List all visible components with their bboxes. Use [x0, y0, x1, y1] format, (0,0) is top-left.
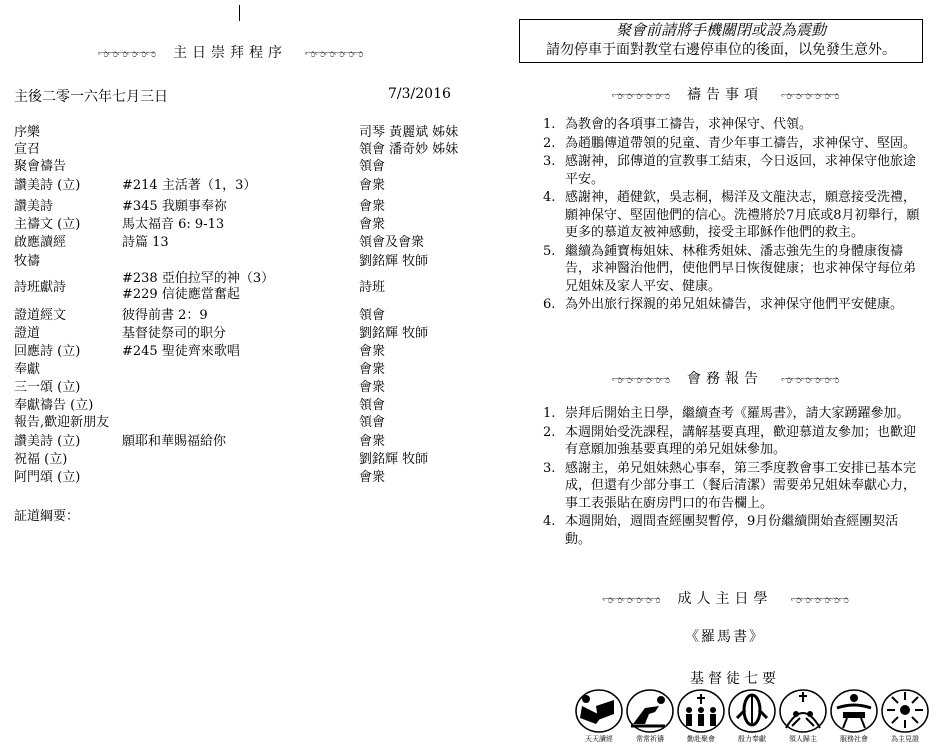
- order-row: [14, 414, 454, 432]
- offering-icon: [727, 688, 777, 734]
- order-item: 啟應讀經: [14, 235, 67, 250]
- order-leader: 司琴 黃麗斌 姊妹: [359, 125, 459, 140]
- order-item: 牧禱: [14, 254, 41, 269]
- prayer-list: [530, 116, 920, 315]
- ornament-left: ಌಌಌಌಌಌ: [611, 89, 669, 102]
- list-number: 4.: [543, 514, 556, 529]
- order-item: 宣召: [14, 142, 41, 157]
- list-text: 感謝主，弟兄姐妹熱心事奉，第三季度教會事工安排已基本完成，但還有少部分事工（餐后清潔）需要弟兄姐妹奉獻心力，事工表張貼在廚房門口的布告欄上。: [565, 460, 917, 511]
- list-text: 為教會的各項事工禱告，求神保守、代領。: [565, 117, 813, 132]
- order-item: 三一頌 (立): [14, 380, 81, 395]
- order-row: [14, 307, 454, 325]
- seven-essential-caption: 為主見證: [891, 735, 919, 743]
- list-item: [530, 424, 920, 459]
- seven-essential-caption: 常常祈禱: [636, 735, 664, 743]
- order-leader: 領會: [359, 415, 386, 430]
- kneeling-prayer-icon: [625, 688, 675, 734]
- order-content: #214 主活著（1，3）: [122, 178, 257, 193]
- seven-essentials-title: 基督徒七要: [690, 671, 780, 687]
- affairs-section-title: [530, 368, 920, 388]
- order-row: [14, 325, 454, 343]
- order-row: [14, 198, 454, 216]
- seven-essential-caption: 殷力奉獻: [738, 735, 766, 743]
- order-row: [14, 124, 459, 142]
- order-leader: 領會: [359, 398, 386, 413]
- service-date-numeric: 7/3/2016: [388, 86, 451, 102]
- order-leader: 會衆: [359, 434, 386, 449]
- ornament-left: ಌಌಌಌಌಌ: [611, 373, 669, 386]
- list-number: 2.: [543, 135, 556, 151]
- prayer-title-text: 禱告事項: [687, 87, 763, 103]
- order-row: [14, 379, 454, 397]
- list-number: 5.: [543, 243, 556, 259]
- order-item: 讚美詩 (立): [14, 178, 81, 193]
- order-leader: 領會: [359, 159, 386, 174]
- list-text: 本週開始，週間查經團契暫停，9月份繼續開始查經團契活動。: [565, 514, 899, 547]
- seven-essentials-row: [574, 688, 929, 752]
- seven-essential-caption: 勤赴聚會: [687, 735, 715, 743]
- order-item: 回應詩 (立): [14, 344, 81, 359]
- witness-icon: [880, 688, 930, 734]
- list-number: 3.: [543, 154, 556, 169]
- order-item: 奉獻禱告 (立): [14, 398, 94, 413]
- ornament-right: ಌಌಌಌಌಌ: [781, 373, 839, 386]
- order-content: #245 聖徒齊來歌唱: [122, 344, 240, 359]
- list-number: 2.: [543, 424, 556, 440]
- list-item: [530, 153, 920, 188]
- school-title-text: 成人主日學: [677, 591, 773, 607]
- order-item: 祝福 (立): [14, 452, 68, 467]
- list-item: [530, 135, 920, 153]
- list-number: 1.: [543, 117, 556, 132]
- list-text: 感謝神，趙健欽，吳志桐，楊洋及文龍決志，願意接受洗禮，願神保守、堅固他們的信心。洗禮將於7月底或8月初舉行，願更多的慕道友被神感動，接受主耶穌作他們的救主。: [565, 190, 920, 240]
- order-row: [14, 158, 454, 176]
- seven-essential-item: [829, 688, 879, 752]
- order-leader: 詩班: [359, 280, 386, 295]
- order-leader: 領會: [359, 308, 386, 323]
- order-row: [14, 433, 454, 451]
- seven-essential-caption: 領人歸主: [789, 735, 817, 743]
- adult-school-title: [530, 588, 920, 608]
- list-item: [530, 243, 920, 296]
- seven-essential-item: [625, 688, 675, 752]
- order-content: 基督徒祭司的职分: [122, 326, 227, 341]
- order-of-worship-title: [20, 42, 440, 62]
- list-item: [530, 405, 920, 423]
- ornament-right: ಌಌಌಌಌಌ: [781, 89, 839, 102]
- order-item: 詩班獻詩: [14, 280, 67, 295]
- order-leader: 領會及會衆: [359, 235, 425, 250]
- order-row: [14, 361, 454, 379]
- order-item: 讚美詩: [14, 199, 54, 214]
- notice-phone: 聚會前請將手機關閉或設為震動: [615, 21, 826, 39]
- order-item: 阿門頌 (立): [14, 470, 81, 485]
- order-row: [14, 469, 454, 487]
- order-leader: 劉銘輝 牧師: [359, 452, 429, 467]
- seven-essential-caption: 服務社會: [840, 735, 868, 743]
- service-icon: [829, 688, 879, 734]
- congregation-icon: [676, 688, 726, 734]
- order-item: 奉獻: [14, 362, 41, 377]
- list-item: [530, 189, 920, 242]
- order-item: 報告,歡迎新朋友: [14, 415, 110, 430]
- order-row: [14, 141, 459, 159]
- list-number: 3.: [543, 460, 556, 476]
- text-cursor: [239, 5, 240, 21]
- order-leader: 會衆: [359, 362, 386, 377]
- affairs-title-text: 會務報告: [687, 371, 763, 387]
- list-number: 1.: [543, 406, 556, 421]
- list-text: 崇拜后開始主日學，繼續查考《羅馬書》，請大家踴躍參加。: [565, 406, 910, 421]
- order-content-line: #238 亞伯拉罕的神（3）: [122, 271, 275, 286]
- order-leader: 會衆: [359, 344, 386, 359]
- order-item: 序樂: [14, 125, 41, 140]
- service-date-chinese: 主後二零一六年七月三日: [14, 89, 168, 105]
- notice-parking: 請勿停車于面對教堂右邊停車位的後面，以免發生意外。: [546, 42, 896, 58]
- list-text: 為趙鵬傳道帶領的兒童、青少年事工禱告，求神保守、堅固。: [565, 135, 917, 151]
- order-row: [14, 343, 454, 361]
- seven-essential-item: [778, 688, 828, 752]
- ornament-left: ಌಌಌಌಌಌ: [97, 47, 155, 60]
- list-text: 本週開始受洗課程，講解基要真理，歡迎慕道友參加；也歡迎有意願加強基要真理的弟兄姐妹參加。: [565, 424, 917, 457]
- order-content: 彼得前書 2：9: [122, 308, 208, 323]
- order-item: 主禱文 (立): [14, 217, 81, 232]
- book-title: 《羅馬書》: [685, 629, 765, 645]
- order-row: [14, 234, 454, 252]
- sermon-notes-label: 証道綱要：: [14, 509, 80, 524]
- list-number: 4.: [543, 190, 556, 205]
- order-leader: 會衆: [359, 178, 386, 193]
- order-leader: 會衆: [359, 380, 386, 395]
- seven-essential-item: [880, 688, 930, 752]
- order-row: [14, 216, 454, 234]
- list-number: 6.: [543, 297, 556, 312]
- list-item: [530, 116, 920, 134]
- list-item: [530, 513, 920, 548]
- order-content-line: #229 信徒應當奮起: [122, 287, 240, 302]
- seven-essential-caption: 天天讀經: [585, 735, 613, 743]
- order-row: [14, 451, 454, 469]
- ornament-right: ಌಌಌಌಌಌ: [305, 47, 363, 60]
- list-item: [530, 296, 920, 314]
- order-item: 聚會禱告: [14, 159, 67, 174]
- affairs-list: [530, 405, 920, 549]
- seven-essential-item: [676, 688, 726, 752]
- ornament-left: ಌಌಌಌಌಌ: [602, 593, 660, 606]
- order-leader: 劉銘輝 牧師: [359, 254, 429, 269]
- order-title-text: 主日崇拜程序: [173, 45, 287, 61]
- list-text: 為外出旅行探親的弟兄姐妹禱告，求神保守他們平安健康。: [565, 297, 904, 312]
- order-content: #345 我願事奉祢: [122, 199, 227, 214]
- order-content: 馬太福音 6: 9-13: [122, 217, 225, 232]
- order-content: 願耶和華賜福給你: [122, 434, 227, 449]
- order-leader: 會衆: [359, 217, 386, 232]
- order-row: [14, 397, 454, 415]
- order-leader: 會衆: [359, 199, 386, 214]
- list-text: 繼續為鍾寶梅姐妹、林稚秀姐妹、潘志強先生的身體康復禱告，求神醫治他們，使他們早日恢復健康；也求神保守每位弟兄姐妹及家人平安、健康。: [565, 243, 917, 294]
- reading-icon: [574, 688, 624, 734]
- order-leader: 劉銘輝 牧師: [359, 326, 429, 341]
- seven-essential-item: [574, 688, 624, 752]
- order-item: 證道經文: [14, 308, 67, 323]
- order-content: 詩篇 13: [122, 235, 169, 250]
- order-item: 證道: [14, 326, 41, 341]
- order-row: [14, 271, 454, 305]
- order-leader: 會衆: [359, 470, 386, 485]
- evangelism-icon: [778, 688, 828, 734]
- order-row: [14, 177, 454, 195]
- list-item: [530, 460, 920, 513]
- seven-essential-item: [727, 688, 777, 752]
- list-text: 感謝神，邱傳道的宣教事工結束，今日返回，求神保守他旅途平安。: [565, 154, 917, 187]
- order-content: [122, 271, 274, 303]
- order-leader: 領會 潘奇妙 姊妹: [359, 142, 459, 157]
- order-item: 讚美詩 (立): [14, 434, 81, 449]
- notice-box: [519, 19, 923, 63]
- prayer-section-title: [530, 84, 920, 104]
- ornament-right: ಌಌಌಌಌಌ: [790, 593, 848, 606]
- order-row: [14, 253, 454, 271]
